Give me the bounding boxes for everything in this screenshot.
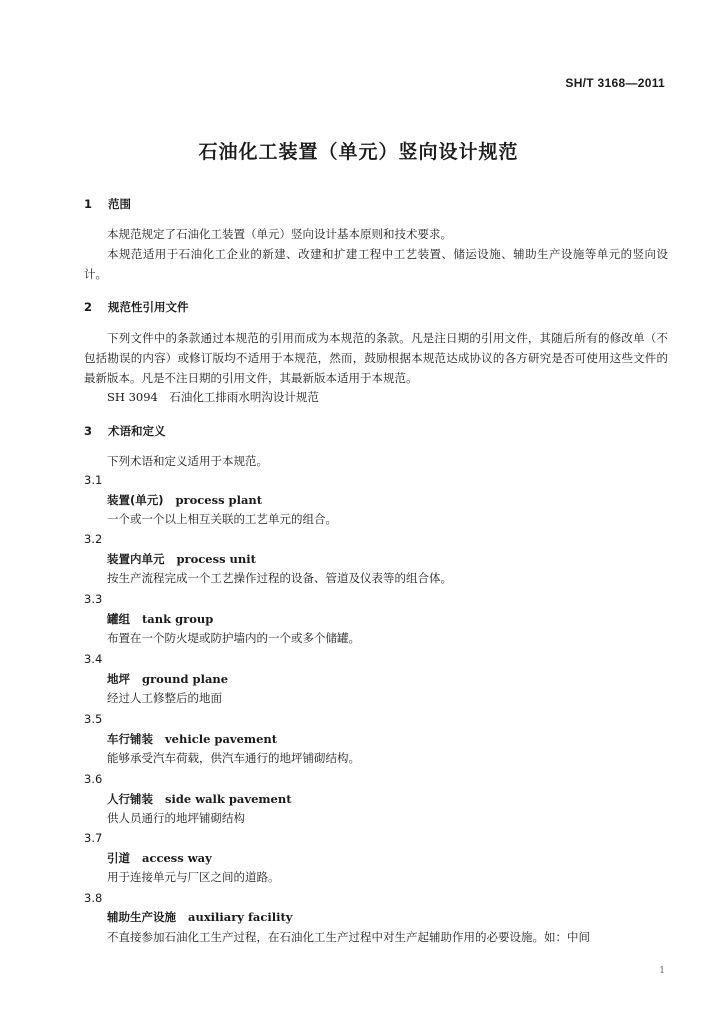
term-heading [107,492,262,508]
term-number: 3.8 [84,891,103,905]
term-zh: 地坪 [107,672,130,686]
term-heading [107,611,213,627]
term-definition: 能够承受汽车荷载，供汽车通行的地坪铺砌结构。 [107,751,360,765]
term-definition: 按生产流程完成一个工艺操作过程的设备、管道及仪表等的组合体。 [107,571,452,585]
term-number: 3.5 [84,712,103,726]
term-en: side walk pavement [165,792,292,806]
term-heading [107,791,292,807]
section-number: 2 [84,300,93,314]
section-number: 1 [84,197,93,211]
term-definition: 布置在一个防火堤或防护墙内的一个或多个储罐。 [107,631,360,645]
section-heading-2 [84,299,189,315]
term-en: auxiliary facility [188,910,293,924]
term-definition: 供人员通行的地坪铺砌结构 [107,811,245,825]
term-number: 3.2 [84,532,103,546]
term-zh: 装置内单元 [107,552,165,566]
term-heading [107,731,277,747]
term-zh: 辅助生产设施 [107,910,176,924]
term-number: 3.3 [84,592,103,606]
section-title: 术语和定义 [108,424,166,438]
standard-number: SH/T 3168—2011 [565,76,665,90]
term-zh: 引道 [107,851,130,865]
term-heading [107,850,212,866]
term-number: 3.6 [84,772,103,786]
section-heading-1 [84,196,131,212]
section-1-paragraph-2: 本规范适用于石油化工企业的新建、改建和扩建工程中工艺装置、储运设施、辅助生产设施等单元的竖向设计。 [84,247,668,281]
term-en: process unit [176,552,256,566]
term-zh: 装置(单元) [107,493,164,507]
term-zh: 车行铺装 [107,732,153,746]
term-en: process plant [175,493,263,507]
section-2-paragraph: 下列文件中的条款通过本规范的引用而成为本规范的条款。凡是注日期的引用文件，其随后所有的修改单（不包括勘误的内容）或修订版均不适用于本规范，然而，鼓励根据本规范达成协议的各方研究是否可使用这些文件的最新版本。凡是不注日期的引用文件，其最新版本适用于本规范。 [84,331,668,385]
section-title: 范围 [108,197,131,211]
term-definition: 不直接参加石油化工生产过程，在石油化工生产过程中对生产起辅助作用的必要设施。如：中间 [107,930,590,944]
term-heading [107,671,228,687]
term-en: vehicle pavement [165,732,278,746]
term-number: 3.4 [84,652,103,666]
terms-intro: 下列术语和定义适用于本规范。 [107,454,268,468]
term-definition: 用于连接单元与厂区之间的道路。 [107,870,280,884]
section-title: 规范性引用文件 [108,300,189,314]
term-definition: 经过人工修整后的地面 [107,691,222,705]
term-definition: 一个或一个以上相互关联的工艺单元的组合。 [107,512,337,526]
term-heading [107,909,292,925]
page-mark: 1 [659,966,665,976]
term-zh: 罐组 [107,612,130,626]
term-en: tank group [142,612,214,626]
section-1-paragraph-1: 本规范规定了石油化工装置（单元）竖向设计基本原则和技术要求。 [107,227,452,241]
term-zh: 人行铺装 [107,792,153,806]
reference-item: SH 3094 石油化工排雨水明沟设计规范 [107,390,319,404]
term-number: 3.1 [84,473,103,487]
document-title: 石油化工装置（单元）竖向设计规范 [198,141,519,163]
term-en: access way [142,851,212,865]
term-heading [107,551,256,567]
section-number: 3 [84,424,93,438]
section-heading-3 [84,423,166,439]
term-en: ground plane [142,672,229,686]
term-number: 3.7 [84,831,103,845]
